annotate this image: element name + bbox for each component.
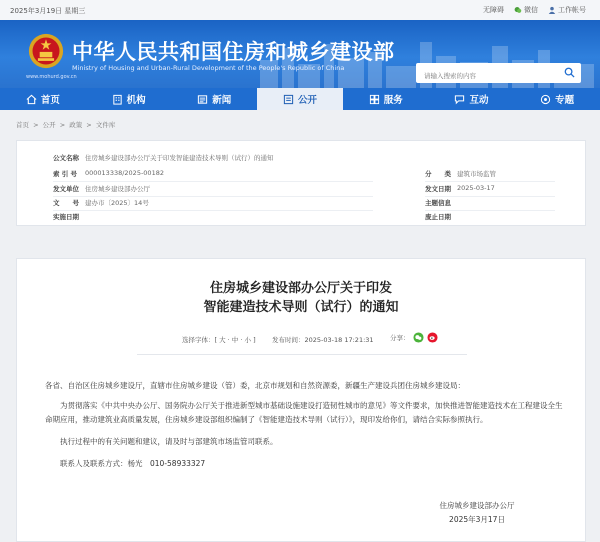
meta-value: 建筑市场监管 <box>457 170 496 178</box>
document-title-line: 智能建造技术导则（试行）的通知 <box>203 300 399 315</box>
search-icon[interactable] <box>564 67 575 78</box>
site-header <box>0 20 600 88</box>
divider <box>137 354 467 355</box>
document-meta-table <box>16 140 586 226</box>
meta-label: 索 引 号 <box>53 170 78 178</box>
national-emblem <box>28 33 64 69</box>
service-icon <box>369 94 380 105</box>
work-account-link[interactable] <box>548 5 586 15</box>
meta-label: 废止日期 <box>425 213 451 221</box>
search-input[interactable] <box>422 66 564 86</box>
nav-item-news[interactable] <box>171 88 257 110</box>
nav-label: 机构 <box>126 95 146 106</box>
news-icon <box>197 94 208 105</box>
nav-label: 服务 <box>383 95 403 106</box>
nav-item-public[interactable] <box>257 88 343 110</box>
top-bar <box>0 0 600 21</box>
meta-row-name <box>17 153 585 167</box>
site-title: 中华人民共和国住房和城乡建设部 <box>72 40 395 64</box>
main-nav <box>0 88 600 110</box>
nav-item-service[interactable] <box>343 88 429 110</box>
work-account-label: 工作帐号 <box>558 6 586 14</box>
signature: 住房城乡建设部办公厅 <box>439 501 515 510</box>
search-box <box>416 63 581 83</box>
addressee: 各省、自治区住房城乡建设厅，直辖市住房城乡建设（管）委，北京市规划和自然资源委，新疆生产建设兵团住房城乡建设局： <box>45 381 465 390</box>
nav-item-interact[interactable] <box>429 88 515 110</box>
meta-value: 住房城乡建设部办公厅 <box>85 185 150 193</box>
breadcrumb-public[interactable]: 公开 <box>42 121 56 129</box>
nav-item-home[interactable] <box>0 88 86 110</box>
site-title-en: Ministry of Housing and Urban-Rural Development of the People's Republic of China <box>72 64 345 72</box>
wechat-label: 微信 <box>524 6 538 14</box>
meta-row-dates <box>17 212 585 226</box>
publish-time: 发布时间：2025-03-18 17:21:31 <box>272 336 374 344</box>
contact-info: 联系人及联系方式：杨光 010-58933327 <box>60 459 206 468</box>
divider <box>425 210 555 211</box>
meta-value: 住房城乡建设部办公厅关于印发智能建造技术导则（试行）的通知 <box>85 154 274 162</box>
divider <box>425 196 555 197</box>
meta-label: 分 类 <box>425 170 451 178</box>
meta-label: 发文单位 <box>53 185 79 193</box>
divider <box>425 181 555 182</box>
open-icon <box>283 94 294 105</box>
breadcrumb-separator: > <box>59 121 66 129</box>
signature-date: 2025年3月17日 <box>449 515 505 524</box>
meta-value: 2025-03-17 <box>457 184 495 192</box>
nav-label: 首页 <box>40 95 60 106</box>
document-body <box>16 258 586 542</box>
document-title <box>17 279 585 317</box>
document-title-line: 住房城乡建设部办公厅关于印发 <box>209 281 392 296</box>
nav-item-organization[interactable] <box>86 88 172 110</box>
wechat-link[interactable] <box>514 5 538 15</box>
divider <box>53 196 373 197</box>
nav-item-topic[interactable] <box>514 88 600 110</box>
site-url: www.mohurd.gov.cn <box>26 74 77 80</box>
accessibility-link[interactable] <box>483 5 504 15</box>
wechat-icon <box>514 6 522 14</box>
nav-label: 新闻 <box>212 95 232 106</box>
meta-label: 实施日期 <box>53 213 79 221</box>
meta-label: 公文名称 <box>53 154 79 162</box>
breadcrumb-policy[interactable]: 政策 <box>69 121 83 129</box>
nav-label: 专题 <box>555 95 575 106</box>
breadcrumb <box>16 120 117 129</box>
meta-label: 文 号 <box>53 199 79 207</box>
nav-label: 互动 <box>469 95 489 106</box>
breadcrumb-library[interactable]: 文件库 <box>95 121 116 129</box>
meta-value: 000013338/2025-00182 <box>85 169 164 177</box>
building-icon <box>112 94 123 105</box>
divider <box>53 210 373 211</box>
share-label: 分享： <box>390 334 410 342</box>
meta-label: 发文日期 <box>425 185 451 193</box>
breadcrumb-separator: > <box>33 121 39 129</box>
breadcrumb-separator: > <box>86 121 92 129</box>
wechat-share-icon[interactable] <box>413 332 424 343</box>
weibo-share-icon[interactable] <box>427 332 438 343</box>
user-icon <box>548 6 556 14</box>
accessibility-label: 无障碍 <box>483 6 504 14</box>
meta-label: 主题信息 <box>425 199 451 207</box>
breadcrumb-home[interactable]: 首页 <box>16 121 29 129</box>
meta-value: 建办市〔2025〕14号 <box>85 199 149 207</box>
current-date: 2025年3月19日 星期三 <box>10 7 86 15</box>
share-bar <box>390 332 438 343</box>
font-size-selector[interactable]: 选择字体：[ 大 · 中 · 小 ] <box>182 336 256 344</box>
body-paragraph: 执行过程中的有关问题和建议，请及时与部建筑市场监管司联系。 <box>60 437 278 446</box>
divider <box>53 181 373 182</box>
home-icon <box>26 94 37 105</box>
interact-icon <box>454 94 465 105</box>
topic-icon <box>540 94 551 105</box>
top-tools <box>483 5 586 15</box>
nav-label: 公开 <box>298 95 318 106</box>
body-paragraph: 为贯彻落实《中共中央办公厅、国务院办公厅关于推进新型城市基础设施建设打造韧性城市的意见》等文件要求，加快推进智能建造技术在工程建设全生命期应用，推动建筑业高质量发展，住房城乡建设部组织编制了《智能建造技术导则（试行）》，现印发给你们，请结合实际参照执行。 <box>45 401 563 424</box>
